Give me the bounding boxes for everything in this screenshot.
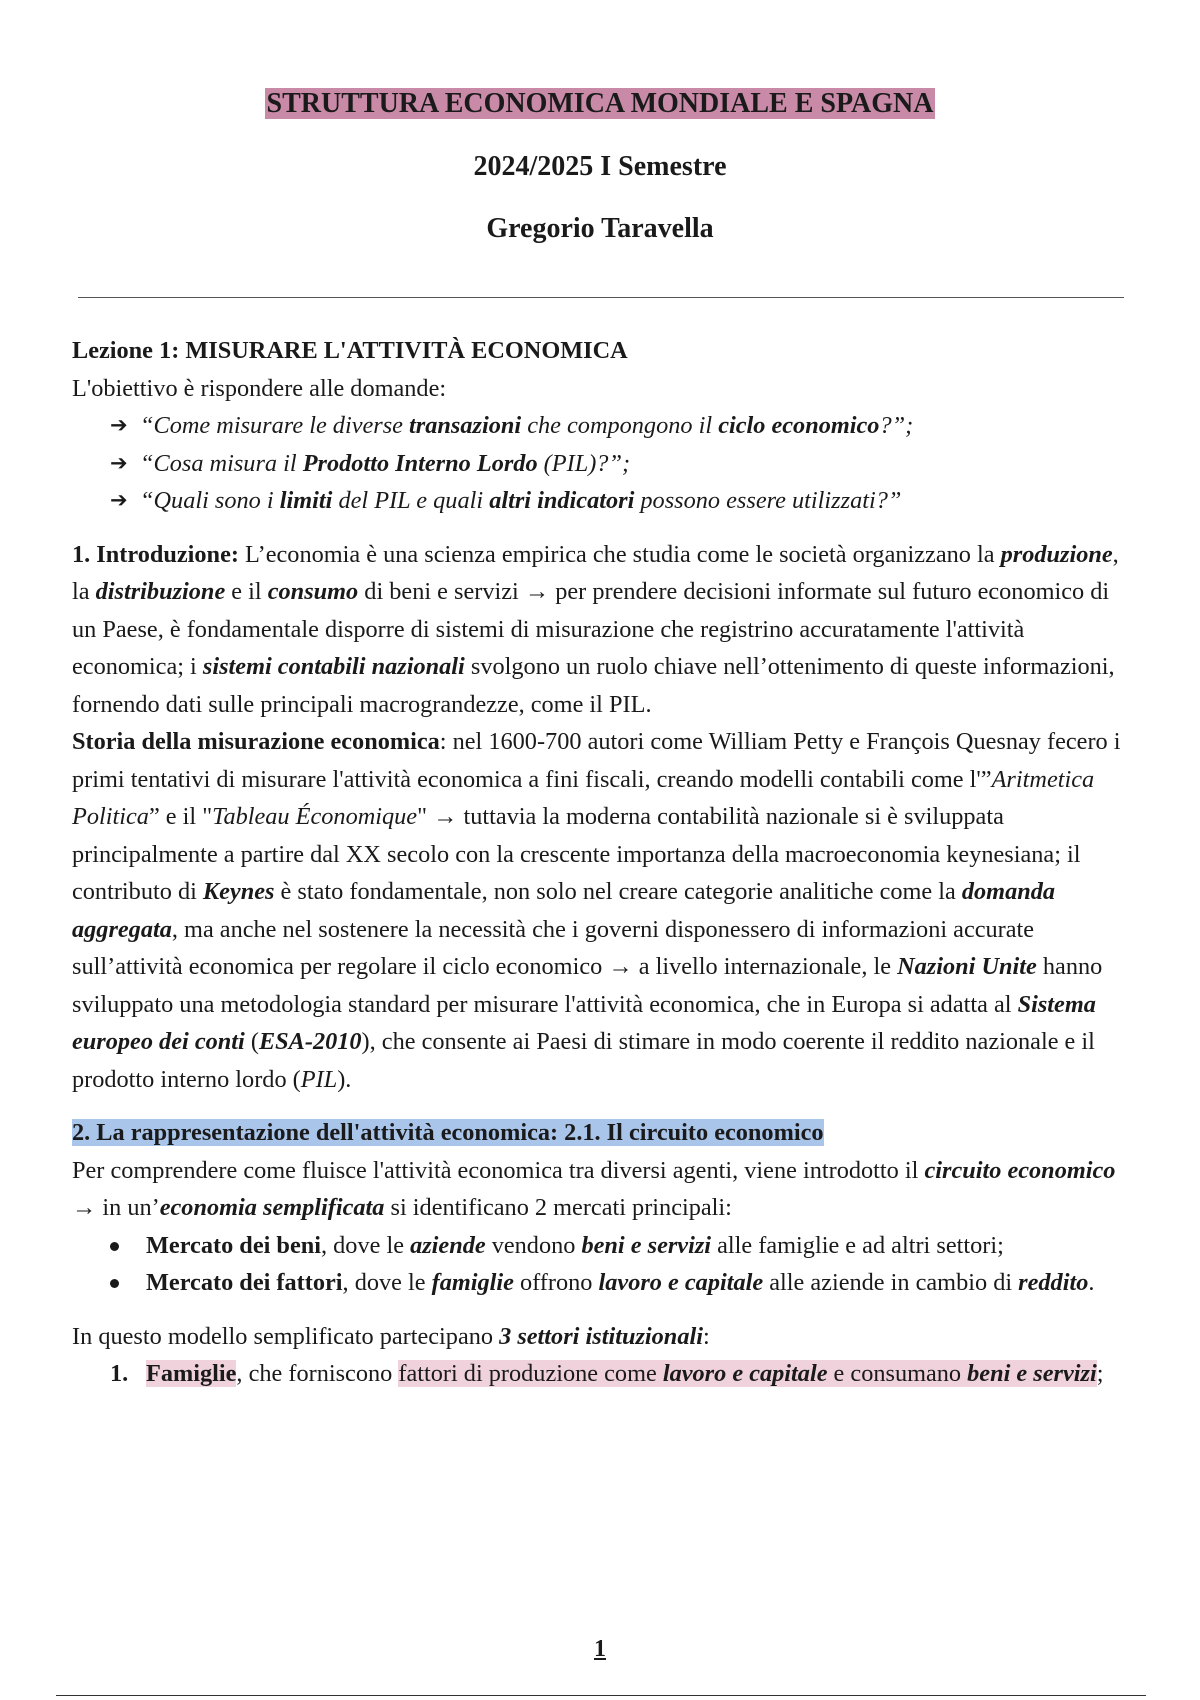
list-item: Mercato dei fattori, dove le famiglie offrono lavoro e capitale alle aziende in cambio di reddito. (72, 1264, 1132, 1302)
sectors-list (72, 1355, 1132, 1393)
lesson-heading: Lezione 1: MISURARE L'ATTIVITÀ ECONOMICA (72, 337, 628, 364)
document-title: STRUTTURA ECONOMICA MONDIALE E SPAGNA (266, 88, 934, 119)
history-label: Storia della misurazione economica (72, 728, 440, 755)
semester-line: 2024/2025 I Semestre (473, 151, 727, 182)
arrow-icon: ➔ (110, 413, 128, 437)
lesson-intro: L'obiettivo è rispondere alle domande: (72, 374, 447, 402)
bullet-icon (110, 1242, 119, 1251)
list-item: ➔ “Come misurare le diverse transazioni che compongono il ciclo economico?”; (72, 407, 1132, 445)
bullet-icon (110, 1279, 119, 1288)
footer-divider (56, 1695, 1146, 1696)
page-number: 1 (594, 1636, 606, 1662)
author-name: Gregorio Taravella (486, 213, 714, 244)
header-divider (78, 297, 1124, 298)
document-body (72, 332, 1132, 1393)
list-item: Mercato dei beni, dove le aziende vendono beni e servizi alle famiglie e ad altri settori; (72, 1227, 1132, 1265)
list-item: 1. Famiglie, che forniscono fattori di produzione come lavoro e capitale e consumano beni e servizi; (110, 1360, 1104, 1387)
question-list (72, 407, 1132, 520)
markets-list (72, 1227, 1132, 1302)
section2-heading: 2. La rappresentazione dell'attività economica: 2.1. Il circuito economico (72, 1119, 824, 1146)
sectors-intro: In questo modello semplificato partecipano 3 settori istituzionali: (72, 1322, 710, 1350)
section2-paragraph: Per comprendere come fluisce l'attività economica tra diversi agenti, viene introdotto il circuito economico → in un’economia semplificata si identificano 2 mercati principali: (72, 1156, 1116, 1221)
arrow-icon: ➔ (110, 488, 128, 512)
section-history: Storia della misurazione economica: nel 1600-700 autori come William Petty e François Quesnay fecero i primi tentativi di misurare l'attività economica a fini fiscali, creando modelli contabili come l'”Aritmetica Politica” e il "Tableau Économique" → tuttavia la moderna contabilità nazionale si è sviluppata principalmente a partire dal XX secolo con la crescente importanza della macroeconomia keynesiana; il contributo di Keynes è stato fondamentale, non solo nel creare categorie analitiche come la domanda aggregata, ma anche nel sostenere la necessità che i governi disponessero di informazioni accurate sull’attività economica per regolare il ciclo economico → a livello internazionale, le Nazioni Unite hanno sviluppato una metodologia standard per misurare l'attività economica, che in Europa si adatta al Sistema europeo dei conti (ESA-2010), che consente ai Paesi di stimare in modo coerente il reddito nazionale e il prodotto interno lordo (PIL). (72, 728, 1121, 1093)
list-item: ➔ “Quali sono i limiti del PIL e quali altri indicatori possono essere utilizzati?” (72, 482, 1132, 520)
section-label: 1. Introduzione: (72, 540, 239, 568)
section-introduction: 1. Introduzione: L’economia è una scienza empirica che studia come le società organizzano la produzione, la distribuzione e il consumo di beni e servizi → per prendere decisioni informate sul futuro economico di un Paese, è fondamentale disporre di sistemi di misurazione che registrino accuratamente l'attività economica; i sistemi contabili nazionali svolgono un ruolo chiave nell’ottenimento di queste informazioni, fornendo dati sulle principali macrograndezze, come il PIL. (72, 540, 1119, 718)
list-item: ➔ “Cosa misura il Prodotto Interno Lordo (PIL)?”; (72, 445, 1132, 483)
arrow-icon: ➔ (110, 450, 128, 475)
